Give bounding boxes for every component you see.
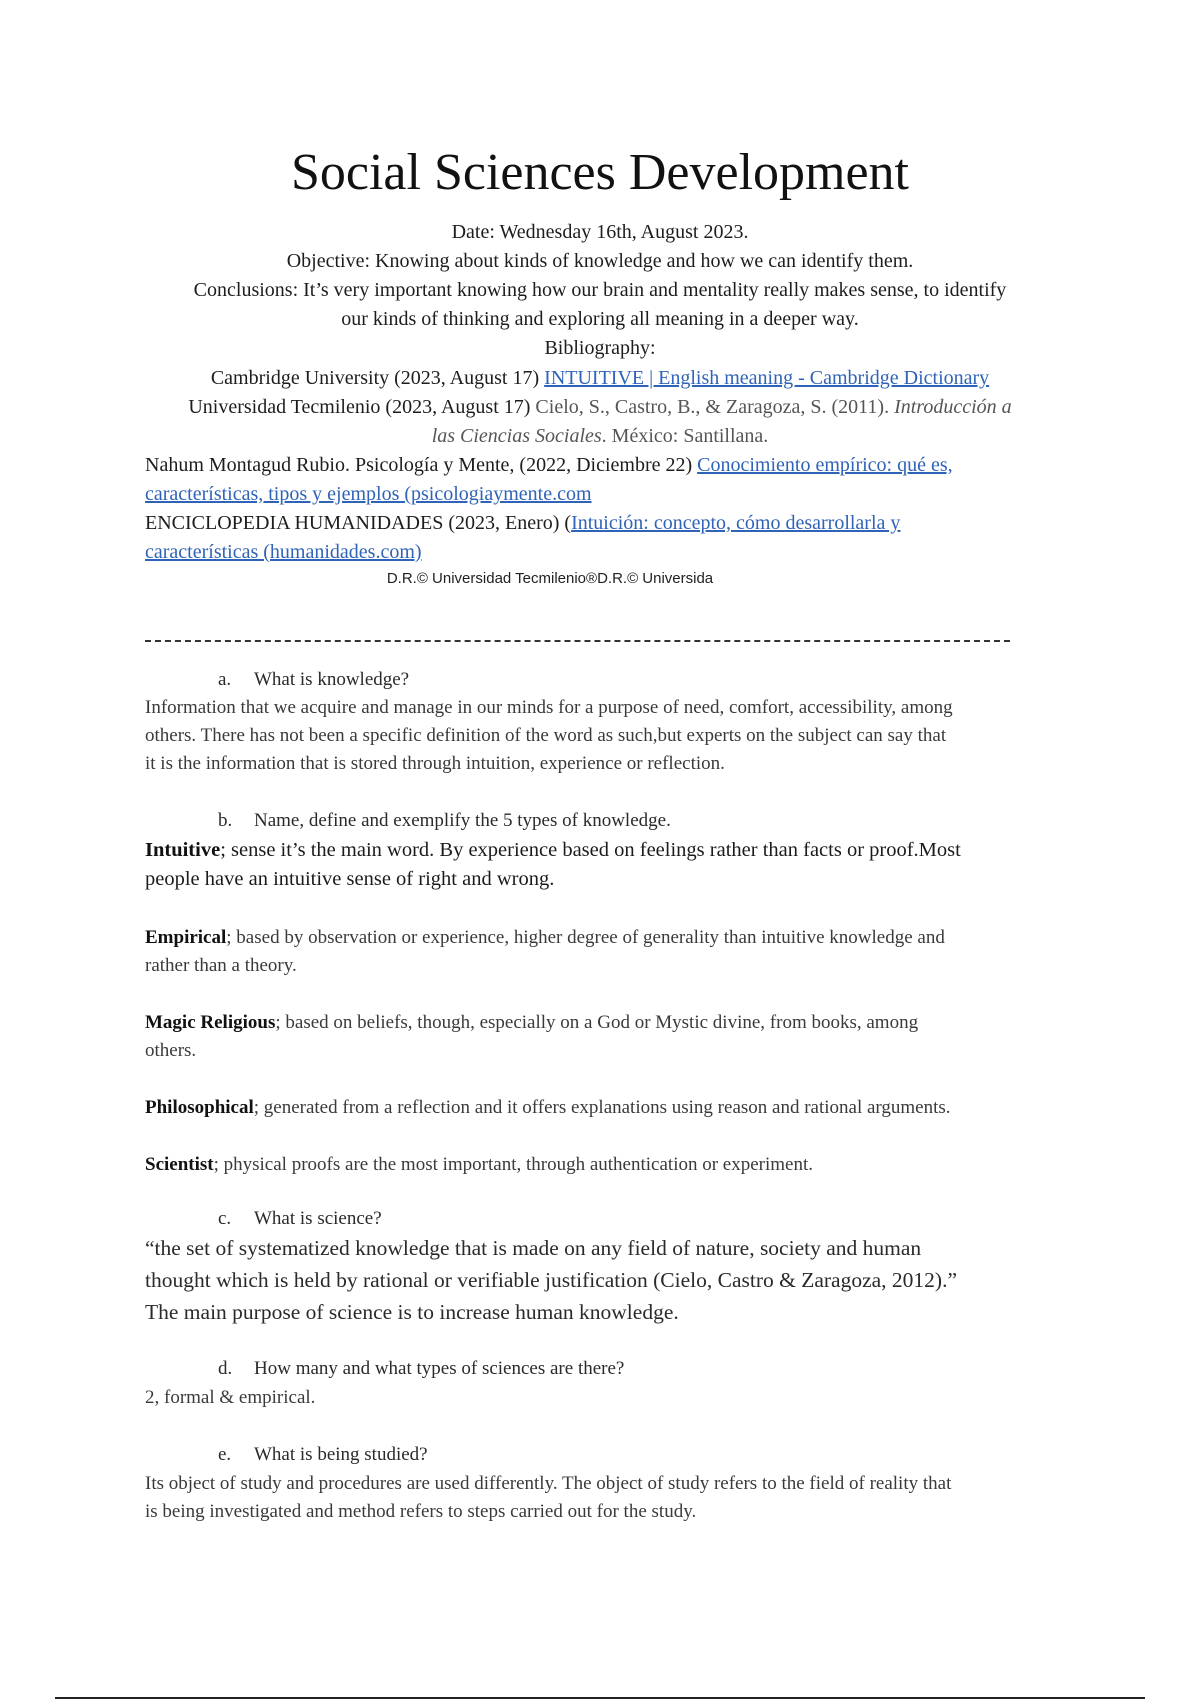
magic-religious-term: Magic Religious — [145, 1012, 276, 1033]
philosophical-definition: ; generated from a reflection and it offers explanations using reason and rational arguments. — [253, 1097, 951, 1118]
page-bottom-rule — [55, 1697, 1145, 1699]
answer-d-line-1: 2, formal & empirical. — [145, 1387, 316, 1408]
bib-montagud-link-2[interactable]: características, tipos y ejemplos (psicologiaymente.com — [145, 483, 592, 505]
question-c — [218, 1205, 382, 1233]
answer-d — [145, 1384, 1055, 1412]
bib-tecmilenio-title-2: las Ciencias Sociales — [431, 425, 602, 447]
question-b — [218, 807, 671, 835]
answer-c-line-3: The main purpose of science is to increase human knowledge. — [145, 1300, 679, 1324]
bib-montagud-source: Nahum Montagud Rubio. Psicología y Mente, (2022, Diciembre 22) — [145, 454, 698, 476]
bib-cambridge-link[interactable]: INTUITIVE | English meaning - Cambridge Dictionary — [544, 367, 990, 389]
answer-e-line-2: is being investigated and method refers to steps carried out for the study. — [145, 1501, 697, 1522]
question-e-text: What is being studied? — [254, 1444, 428, 1465]
bib-cambridge-source: Cambridge University (2023, August 17) — [210, 367, 545, 389]
magic-religious-definition-1: ; based on beliefs, though, especially on a God or Mystic divine, from books, among — [275, 1012, 919, 1033]
philosophical-term: Philosophical — [145, 1097, 254, 1118]
answer-c — [145, 1232, 1055, 1328]
copyright-notice: D.R.© Universidad Tecmilenio®D.R.© Universida — [386, 570, 714, 587]
question-b-text: Name, define and exemplify the 5 types of knowledge. — [254, 810, 671, 831]
question-d-letter: d. — [218, 1358, 233, 1379]
question-a-text: What is knowledge? — [254, 669, 410, 690]
question-d-text: How many and what types of sciences are there? — [254, 1358, 625, 1379]
bib-enciclopedia-link-2[interactable]: características (humanidades.com) — [145, 541, 422, 563]
answer-a — [145, 694, 1055, 778]
bib-tecmilenio-authors: Cielo, S., Castro, B., & Zaragoza, S. (2011). — [535, 396, 895, 418]
bib-tecmilenio-source: Universidad Tecmilenio (2023, August 17) — [188, 396, 536, 418]
scientist-term: Scientist — [145, 1154, 214, 1175]
bib-enciclopedia — [145, 509, 1060, 567]
conclusions-line-1: Conclusions: It’s very important knowing how our brain and mentality really makes sense, to identify — [193, 279, 1007, 301]
scientist-definition: ; physical proofs are the most important, through authentication or experiment. — [213, 1154, 814, 1175]
question-d — [218, 1355, 624, 1383]
answer-c-line-1: “the set of systematized knowledge that is made on any field of nature, society and human — [145, 1236, 922, 1260]
question-a — [218, 666, 409, 694]
bib-tecmilenio-line-2 — [140, 422, 1060, 451]
answer-e — [145, 1470, 1055, 1526]
answer-a-line-3: it is the information that is stored through intuition, experience or reflection. — [145, 753, 725, 774]
magic-religious-definition-2: others. — [145, 1040, 197, 1061]
bib-enciclopedia-source: ENCICLOPEDIA HUMANIDADES (2023, Enero) ( — [145, 512, 572, 534]
knowledge-type-scientist — [145, 1151, 1055, 1179]
empirical-definition-1: ; based by observation or experience, higher degree of generality than intuitive knowledge and — [226, 927, 945, 948]
bib-tecmilenio-line-1 — [140, 393, 1060, 422]
question-c-letter: c. — [218, 1208, 232, 1229]
knowledge-type-empirical — [145, 924, 1055, 980]
empirical-definition-2: rather than a theory. — [145, 955, 297, 976]
question-c-text: What is science? — [254, 1208, 382, 1229]
bib-montagud — [145, 451, 1060, 509]
answer-e-line-1: Its object of study and procedures are used differently. The object of study refers to the field of reality that — [145, 1473, 952, 1494]
question-e-letter: e. — [218, 1444, 232, 1465]
intuitive-definition-2: people have an intuitive sense of right and wrong. — [145, 868, 555, 890]
question-b-letter: b. — [218, 810, 233, 831]
knowledge-type-intuitive — [145, 836, 1055, 894]
bibliography-label: Bibliography: — [544, 337, 656, 359]
bib-tecmilenio-title-1: Introducción a — [894, 396, 1012, 418]
page-title: Social Sciences Development — [290, 144, 910, 201]
bib-cambridge — [140, 364, 1060, 393]
date-line: Date: Wednesday 16th, August 2023. — [451, 221, 749, 243]
conclusions-line-2: our kinds of thinking and exploring all meaning in a deeper way. — [341, 308, 859, 330]
answer-a-line-1: Information that we acquire and manage in our minds for a purpose of need, comfort, accessibility, among — [145, 697, 953, 718]
knowledge-type-magic-religious — [145, 1009, 1055, 1065]
empirical-term: Empirical — [145, 927, 227, 948]
bib-enciclopedia-link-1[interactable]: Intuición: concepto, cómo desarrollarla y — [571, 512, 901, 534]
question-e — [218, 1441, 428, 1469]
answer-a-line-2: others. There has not been a specific definition of the word as such,but experts on the subject can say that — [145, 725, 947, 746]
knowledge-type-philosophical — [145, 1094, 1055, 1122]
answer-c-line-2: thought which is held by rational or verifiable justification (Cielo, Castro & Zaragoza, 2012).” — [145, 1268, 958, 1292]
objective-line: Objective: Knowing about kinds of knowledge and how we can identify them. — [286, 250, 914, 272]
intuitive-term: Intuitive — [145, 839, 221, 861]
dashed-divider — [145, 640, 1010, 642]
question-a-letter: a. — [218, 669, 232, 690]
bib-tecmilenio-publisher: . México: Santillana. — [601, 425, 769, 447]
intuitive-definition-1: ; sense it’s the main word. By experience based on feelings rather than facts or proof.Most — [220, 839, 961, 861]
bib-montagud-link-1[interactable]: Conocimiento empírico: qué es, — [697, 454, 953, 476]
